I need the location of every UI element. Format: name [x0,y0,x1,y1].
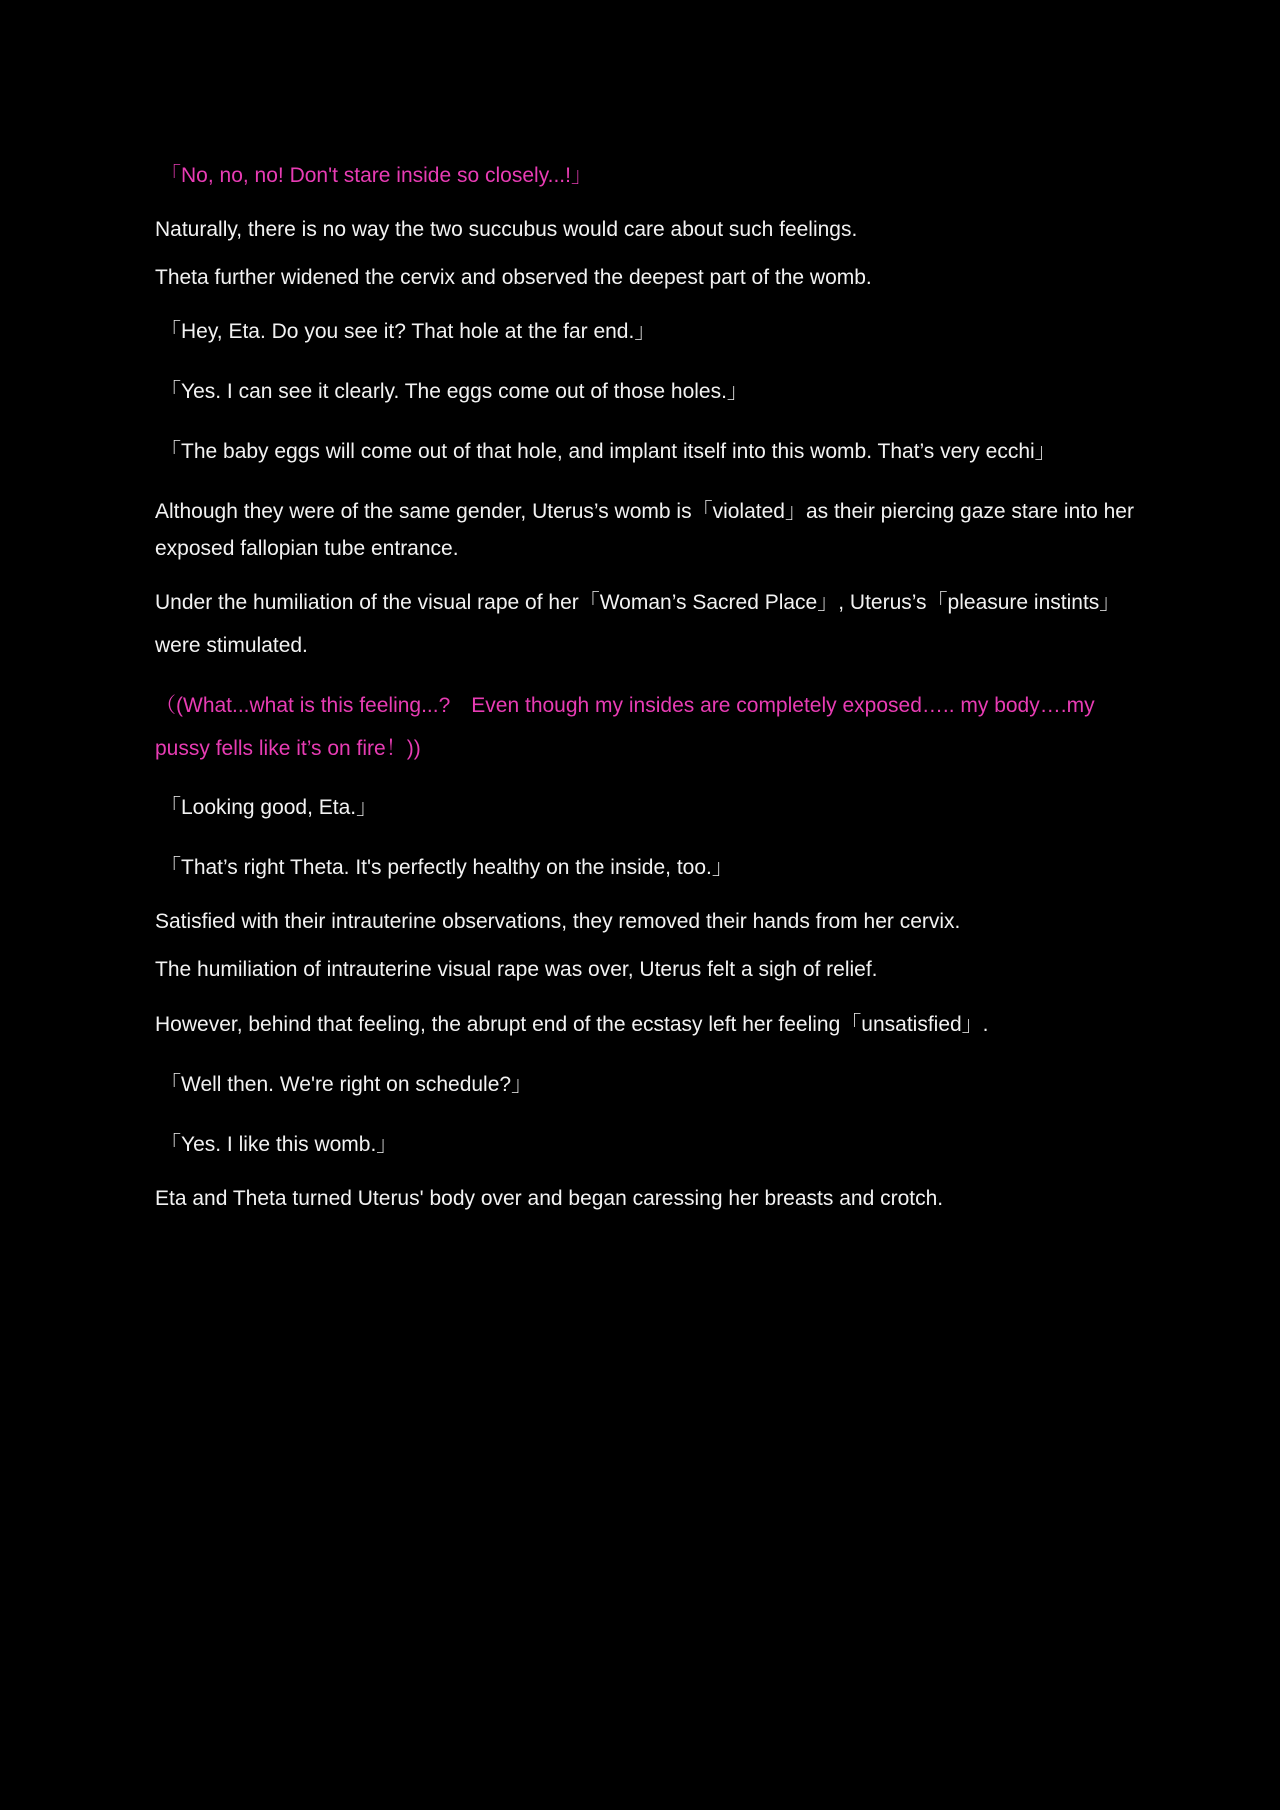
dialogue-line: 「Looking good, Eta.」 [160,796,378,819]
narration-paragraph: Under the humiliation of the visual rape of her「Woman’s Sacred Place」, Uterus’s「pleasure instints」were stimulated. [155,591,1121,657]
dialogue-line: 「The baby eggs will come out of that hole, and implant itself into this womb. That’s very ecchi」 [160,440,1056,463]
narration-paragraph: However, behind that feeling, the abrupt end of the ecstasy left her feeling「unsatisfied」. [155,1013,989,1036]
narration-paragraph: Satisfied with their intrauterine observations, they removed their hands from her cervix. [155,910,961,933]
dialogue-line: 「Yes. I can see it clearly. The eggs come out of those holes.」 [160,380,748,403]
dialogue-line: 「Hey, Eta. Do you see it? That hole at the far end.」 [160,320,656,343]
inner-voice-paragraph: （(What...what is this feeling...? Even though my insides are completely exposed….. my body….my pussy fells like it’s on fire！)) [155,694,1095,760]
dialogue-line: 「That’s right Theta. It's perfectly healthy on the inside, too.」 [160,856,733,879]
narration-paragraph: The humiliation of intrauterine visual rape was over, Uterus felt a sigh of relief. [155,958,878,981]
narration-paragraph: Although they were of the same gender, Uterus’s womb is「violated」as their piercing gaze stare into her exposed fallopian tube entrance. [155,500,1134,560]
dialogue-line: 「Well then. We're right on schedule?」 [160,1073,533,1096]
narration-paragraph: Theta further widened the cervix and observed the deepest part of the womb. [155,266,872,289]
narration-paragraph: Eta and Theta turned Uterus' body over and began caressing her breasts and crotch. [155,1187,944,1210]
narration-paragraph: Naturally, there is no way the two succubus would care about such feelings. [155,218,858,241]
dialogue-line: 「Yes. I like this womb.」 [160,1133,398,1156]
inner-voice-line: 「No, no, no! Don't stare inside so closely...!」 [160,164,592,187]
